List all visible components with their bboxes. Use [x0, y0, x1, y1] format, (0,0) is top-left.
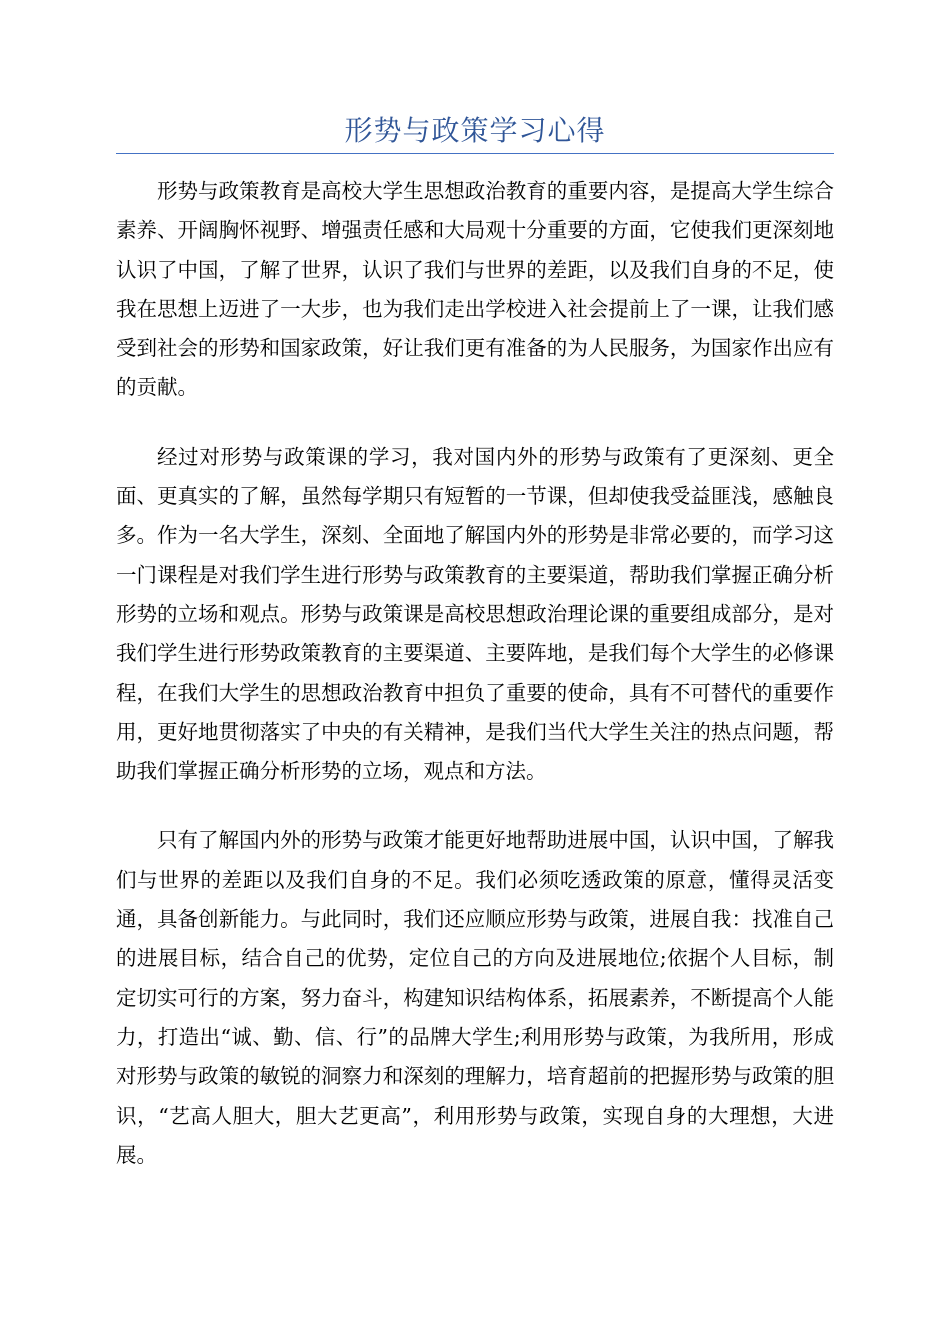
page-title: 形势与政策学习心得: [344, 114, 606, 147]
title-underline: [116, 153, 834, 154]
paragraph-3: 只有了解国内外的形势与政策才能更好地帮助进展中国，认识中国，了解我们与世界的差距以及我们自身的不足。我们必须吃透政策的原意，懂得灵活变通，具备创新能力。与此同时，我们还应顺应形势与政策，进展自我：找准自己的进展目标，结合自己的优势，定位自己的方向及进展地位;依据个人目标，制定切实可行的方案，努力奋斗，构建知识结构体系，拓展素养，不断提高个人能力，打造出“诚、勤、信、行”的品牌大学生;利用形势与政策，为我所用，形成对形势与政策的敏锐的洞察力和深刻的理解力，培育超前的把握形势与政策的胆识，“艺高人胆大，胆大艺更高”，利用形势与政策，实现自身的大理想，大进展。: [116, 828, 834, 1167]
paragraph-1: 形势与政策教育是高校大学生思想政治教育的重要内容，是提高大学生综合素养、开阔胸怀视野、增强责任感和大局观十分重要的方面，它使我们更深刻地认识了中国，了解了世界，认识了我们与世界的差距，以及我们自身的不足，使我在思想上迈进了一大步，也为我们走出学校进入社会提前上了一课，让我们感受到社会的形势和国家政策，好让我们更有准备的为人民服务，为国家作出应有的贡献。: [116, 179, 834, 400]
paragraph-2: 经过对形势与政策课的学习，我对国内外的形势与政策有了更深刻、更全面、更真实的了解，虽然每学期只有短暂的一节课，但却使我受益匪浅，感触良多。作为一名大学生，深刻、全面地了解国内外的形势是非常必要的，而学习这一门课程是对我们学生进行形势与政策教育的主要渠道，帮助我们掌握正确分析形势的立场和观点。形势与政策课是高校思想政治理论课的重要组成部分，是对我们学生进行形势政策教育的主要渠道、主要阵地，是我们每个大学生的必修课程，在我们大学生的思想政治教育中担负了重要的使命，具有不可替代的重要作用，更好地贯彻落实了中央的有关精神，是我们当代大学生关注的热点问题，帮助我们掌握正确分析形势的立场，观点和方法。: [116, 444, 834, 784]
document-body: [116, 172, 834, 1205]
